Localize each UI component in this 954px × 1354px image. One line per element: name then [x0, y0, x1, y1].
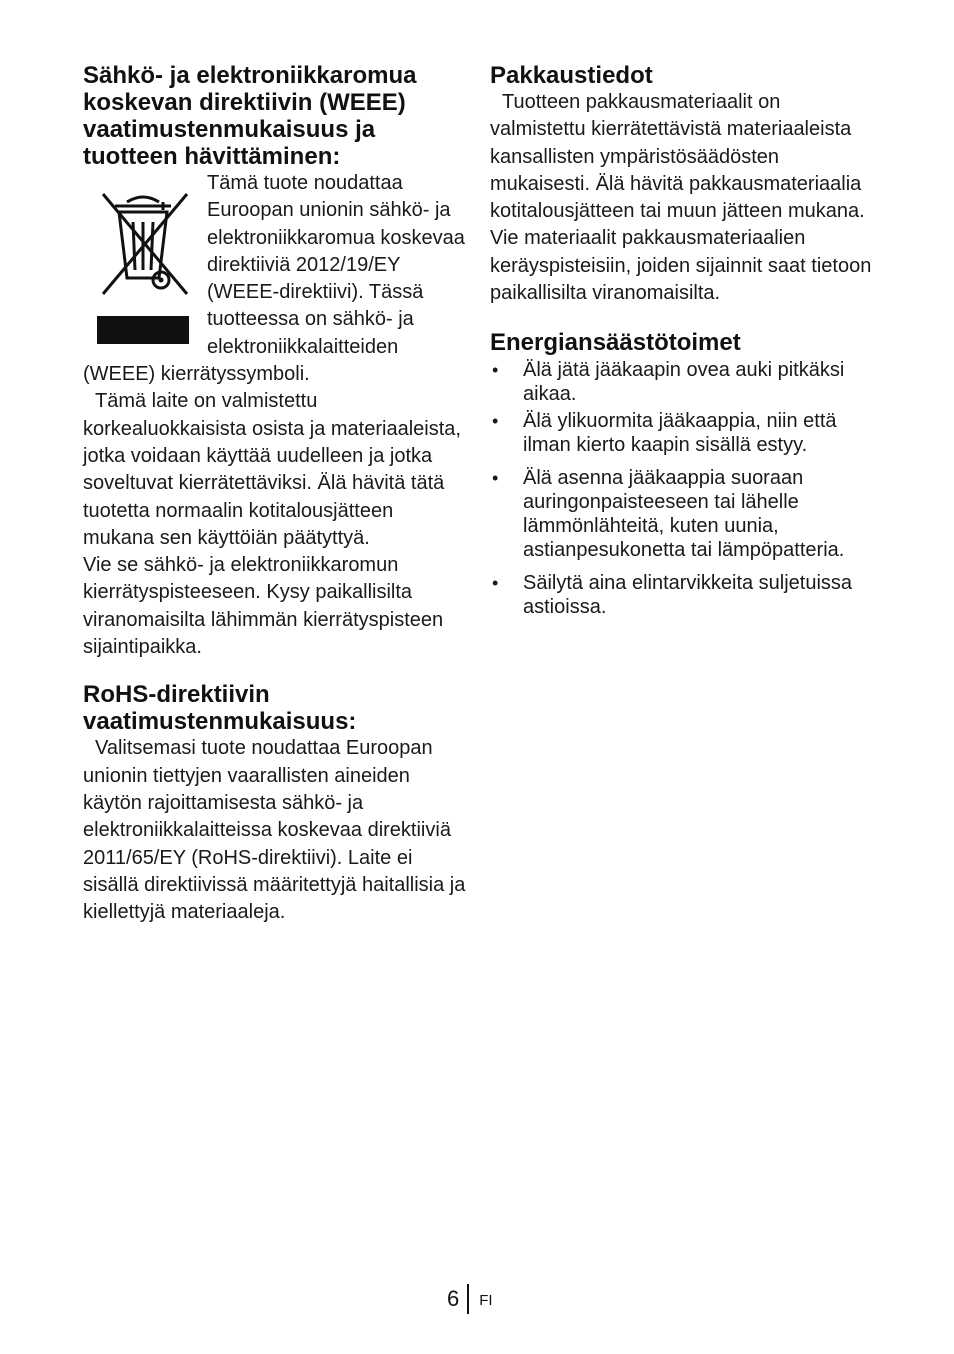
list-item: [490, 466, 880, 562]
list-item-text: Älä asenna jääkaappia suoraan auringonpaisteeseen tai lähelle lämmönlähteitä, kuten uunia, astianpesukonetta tai lämpöpatteria.: [523, 467, 845, 562]
rohs-section: [83, 681, 468, 926]
wheelie-bin-svg: [89, 176, 197, 316]
weee-body: [83, 170, 468, 661]
weee-paragraph-2: Tämä laite on valmistettu korkealuokkaisista osista ja materiaaleista, jotka voidaan käyttää uudelleen ja jotka soveltuvat kierrätettäviksi. Älä hävitä tätä tuotetta normaalin kotitalousjätteen mukana sen käyttöiän päätyttyä.: [83, 390, 461, 549]
bullet-icon: •: [492, 468, 499, 489]
rohs-heading: RoHS-direktiivin vaatimustenmukaisuus:: [83, 681, 357, 736]
list-item-text: Säilytä aina elintarvikkeita suljetuissa astioissa.: [523, 572, 853, 619]
crossed-out-wheelie-bin-icon: [89, 176, 197, 340]
right-column: [490, 62, 880, 622]
left-column: [83, 62, 468, 926]
language-code: FI: [479, 1292, 493, 1309]
weee-paragraph-1: Tämä tuote noudattaa Euroopan unionin sähkö- ja elektroniikkaromua koskevaa direktiiviä 2012/19/EY (WEEE-direktiivi). Tässä tuotteessa on sähkö- ja elektroniikkalaitteiden (WEEE) kierrätyssymboli.: [83, 172, 465, 386]
weee-section: [83, 62, 468, 661]
page-number: 6: [447, 1286, 460, 1311]
weee-paragraph-3: Vie se sähkö- ja elektroniikkaromun kierrätyspisteeseen. Kysy paikallisilta viranomaisilta lähimmän kierrätyspisteen sijaintipaikka.: [83, 554, 444, 659]
bullet-icon: •: [492, 360, 499, 381]
weee-underline-bar: [97, 316, 189, 344]
rohs-paragraph: Valitsemasi tuote noudattaa Euroopan unionin tiettyjen vaarallisten aineiden käytön rajoittamisesta sähkö- ja elektroniikkalaitteissa koskevaa direktiiviä 2011/65/EY (RoHS-direktiivi). Laite ei sisällä direktiivissä määritettyjä haitallisia ja kiellettyjä materiaaleja.: [83, 737, 466, 924]
page-footer: [447, 1283, 493, 1315]
footer-divider: [467, 1284, 469, 1314]
list-item: [490, 571, 880, 619]
list-item: [490, 358, 880, 406]
energy-section: [490, 329, 880, 619]
bullet-icon: •: [492, 411, 499, 432]
list-item: [490, 409, 880, 457]
weee-heading: Sähkö- ja elektroniikkaromua koskevan direktiivin (WEEE) vaatimustenmukaisuus ja tuotteen hävittäminen:: [83, 62, 417, 170]
list-item-text: Älä jätä jääkaapin ovea auki pitkäksi aikaa.: [523, 359, 845, 406]
list-item-text: Älä ylikuormita jääkaappia, niin että ilman kierto kaapin sisällä estyy.: [523, 410, 837, 457]
packaging-heading: Pakkaustiedot: [490, 62, 653, 89]
packaging-paragraph: Tuotteen pakkausmateriaalit on valmistettu kierrätettävistä materiaaleista kansallisten ympäristösäädösten mukaisesti. Älä hävitä pakkausmateriaalia kotitalousjätteen tai muun jätteen mukana. Vie materiaalit pakkausmateriaalien keräyspisteisiin, joiden sijainnit saat tietoon paikallisilta viranomaisilta.: [490, 91, 872, 305]
bullet-icon: •: [492, 573, 499, 594]
energy-heading: Energiansäästötoimet: [490, 329, 741, 357]
energy-list: [490, 358, 880, 619]
packaging-section: [490, 62, 880, 307]
